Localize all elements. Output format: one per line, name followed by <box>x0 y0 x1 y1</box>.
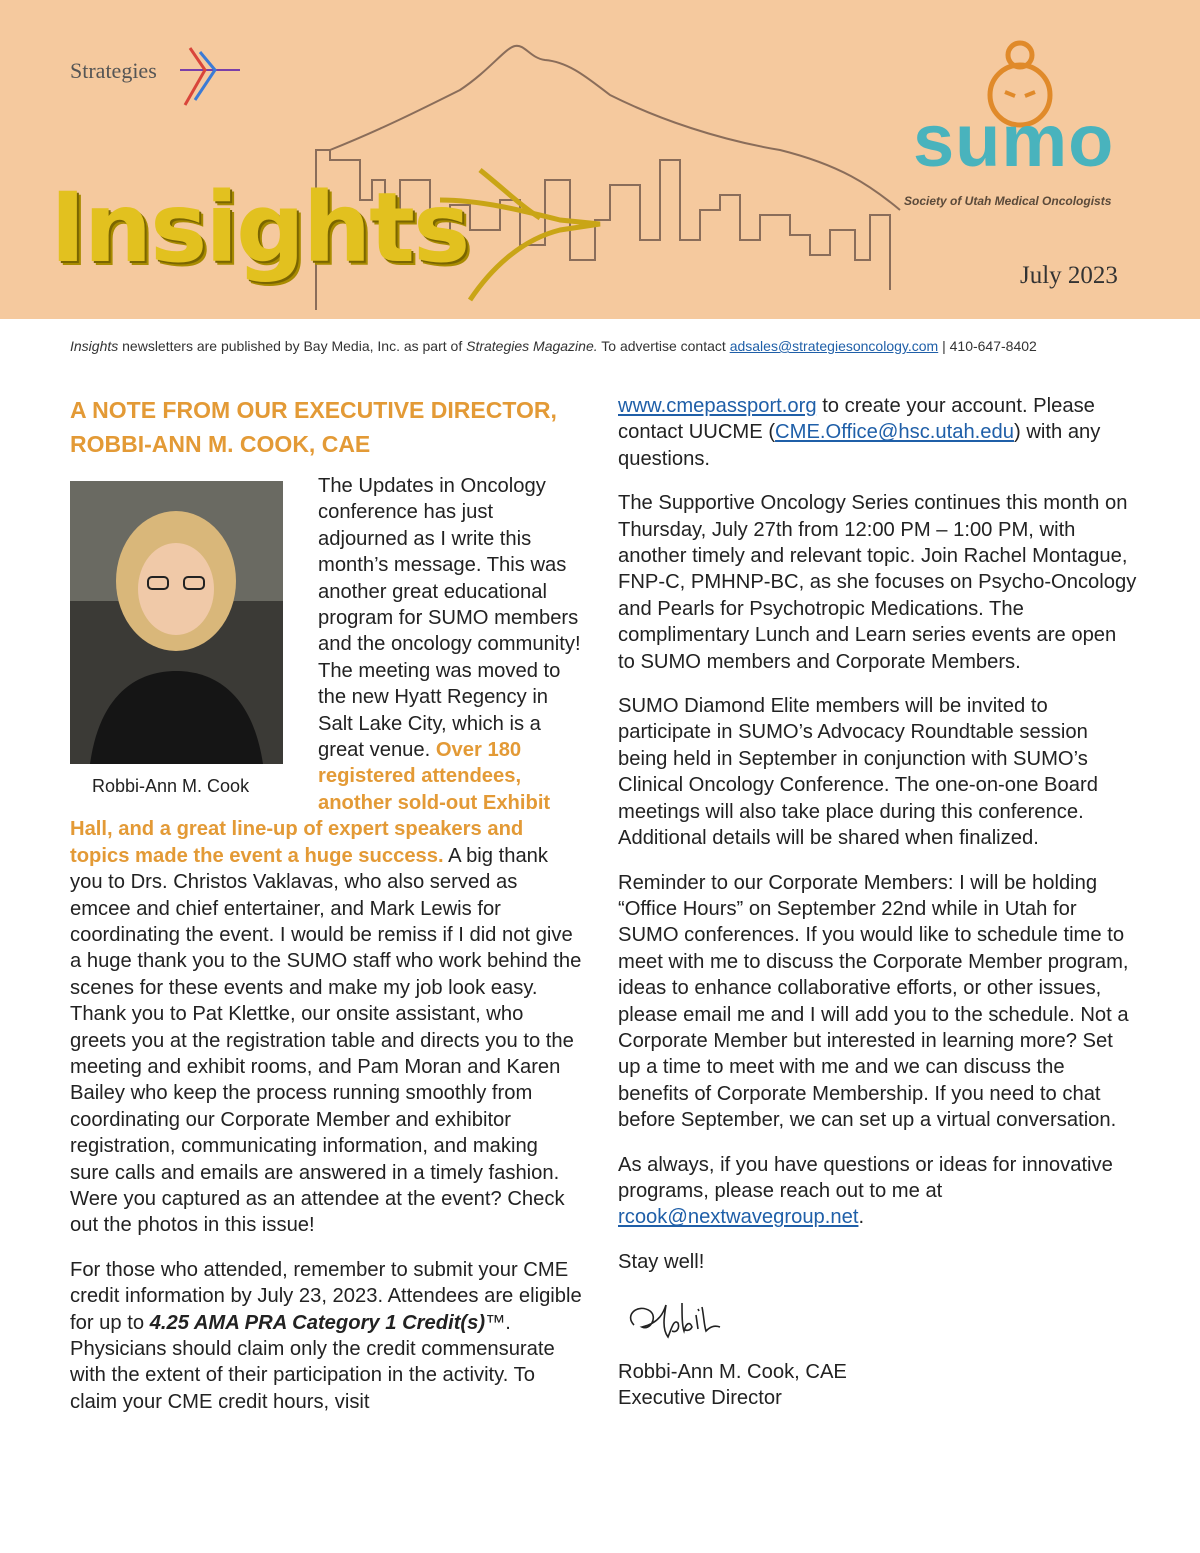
cmepassport-link[interactable]: www.cmepassport.org <box>618 395 817 417</box>
publine-text-3: | 410-647-8402 <box>938 338 1037 354</box>
p1-text-a: The Updates in Oncology conference has just adjourned as I write this month’s message. This was another great educational program for SUMO members and the oncology community! The meeting was moved to the new Hyatt Regency in Salt Lake City, which is a great venue. <box>318 475 581 762</box>
p2-text-d: ) with any questions. <box>618 421 1101 470</box>
author-photo <box>70 481 283 764</box>
article-headline: A NOTE FROM OUR EXECUTIVE DIRECTOR, ROBBI-ANN M. COOK, CAE <box>70 397 557 457</box>
paragraph-5: Reminder to our Corporate Members: I will be holding “Office Hours” on September 22nd while in Utah for SUMO conferences. If you would like to schedule time to meet with me to discuss the Corporate Member program, ideas to enhance collaborative efforts, or other issues, please email me and I will add you to the schedule. Not a Corporate Member but interested in learning more? Set up a time to meet with me and we can discuss the benefits of Corporate Membership. If you need to chat before September, we can set up a virtual conversation. <box>618 871 1129 1132</box>
rcook-email-link[interactable]: rcook@nextwavegroup.net <box>618 1206 859 1229</box>
signature-name: Robbi-Ann M. Cook, CAE <box>618 1360 847 1383</box>
paragraph-6 <box>618 1152 1138 1231</box>
publine-insights: Insights <box>70 338 119 354</box>
sumo-logo: sumo <box>913 99 1115 182</box>
p6-text-a: As always, if you have questions or ideas for innovative programs, please reach out to me at <box>618 1153 1113 1202</box>
signature-block <box>618 1359 1138 1412</box>
left-column <box>70 393 582 1433</box>
p1-text-b: A big thank you to Drs. Christos Vaklavas, who also served as emcee and chief entertainer, and Mark Lewis for coordinating the event. I would be remiss if I did not give a huge thank you to the SUMO staff who work behind the scenes for these events and make my job look easy. Thank you to Pat Klettke, our onsite assistant, who greets you at the registration table and directs you to the meeting and exhibit rooms, and Pam Moran and Karen Bailey who keep the process running smoothly from coordinating our Corporate Member and exhibitor registration, communicating information, and making sure calls and emails are answered in a timely fashion. Were you captured as an attendee at the event? Check out the photos in this issue! <box>70 844 582 1237</box>
handwritten-signature <box>620 1297 730 1347</box>
p2-text-c: to create your account. Please contact UUCME ( <box>618 395 1095 444</box>
issue-date: July 2023 <box>1020 262 1118 289</box>
paragraph-2 <box>70 1257 582 1415</box>
p1-highlight: Over 180 registered attendees, another sold-out Exhibit Hall, and a great line-up of expert speakers and topics made the event a huge success. <box>70 739 551 867</box>
strategies-logo: Strategies <box>70 58 157 83</box>
publine-text-1: newsletters are published by Bay Media, Inc. as part of <box>118 338 467 354</box>
paragraph-2-continued <box>618 393 1138 472</box>
paragraph-3: The Supportive Oncology Series continues this month on Thursday, July 27th from 12:00 PM – 1:00 PM, with another timely and relevant topic. Join Rachel Montague, FNP-C, PMHNP-BC, as she focuses on Psycho-Oncology and Pearls for Psychotropic Medications. The complimentary Lunch and Learn series events are open to SUMO members and Corporate Members. <box>618 492 1137 673</box>
header-banner <box>0 0 1200 319</box>
photo-caption: Robbi-Ann M. Cook <box>92 776 250 796</box>
insights-logo: Insights <box>50 172 469 284</box>
publine-text-2: To advertise contact <box>597 338 730 354</box>
p2-credit: 4.25 AMA PRA Category 1 Credit(s) <box>149 1311 486 1334</box>
closing-line: Stay well! <box>618 1250 705 1273</box>
author-photo-block <box>70 481 302 798</box>
publine-magazine: Strategies Magazine. <box>466 338 598 354</box>
sumo-tagline: Society of Utah Medical Oncologists <box>904 194 1112 208</box>
advertise-email-link[interactable]: adsales@strategiesoncology.com <box>729 338 939 354</box>
p6-text-b: . <box>858 1206 865 1229</box>
publication-line <box>70 338 1037 354</box>
signature-title: Executive Director <box>618 1387 782 1409</box>
cme-office-email-link[interactable]: CME.Office@hsc.utah.edu <box>775 421 1014 444</box>
right-column <box>618 393 1138 1411</box>
p2-text-a: For those who attended, remember to submit your CME credit information by July 23, 2023. Attendees are eligible for up to <box>70 1258 582 1334</box>
p2-text-b: ™. Physicians should claim only the credit commensurate with the extent of their participation in the activity. To claim your CME credit hours, visit <box>70 1311 555 1413</box>
paragraph-4: SUMO Diamond Elite members will be invited to participate in SUMO’s Advocacy Roundtable session being held in September in conjunction with SUMO’s Clinical Oncology Conference. The one-on-one Board meetings will also take place during this conference. Additional details will be shared when finalized. <box>618 695 1098 850</box>
